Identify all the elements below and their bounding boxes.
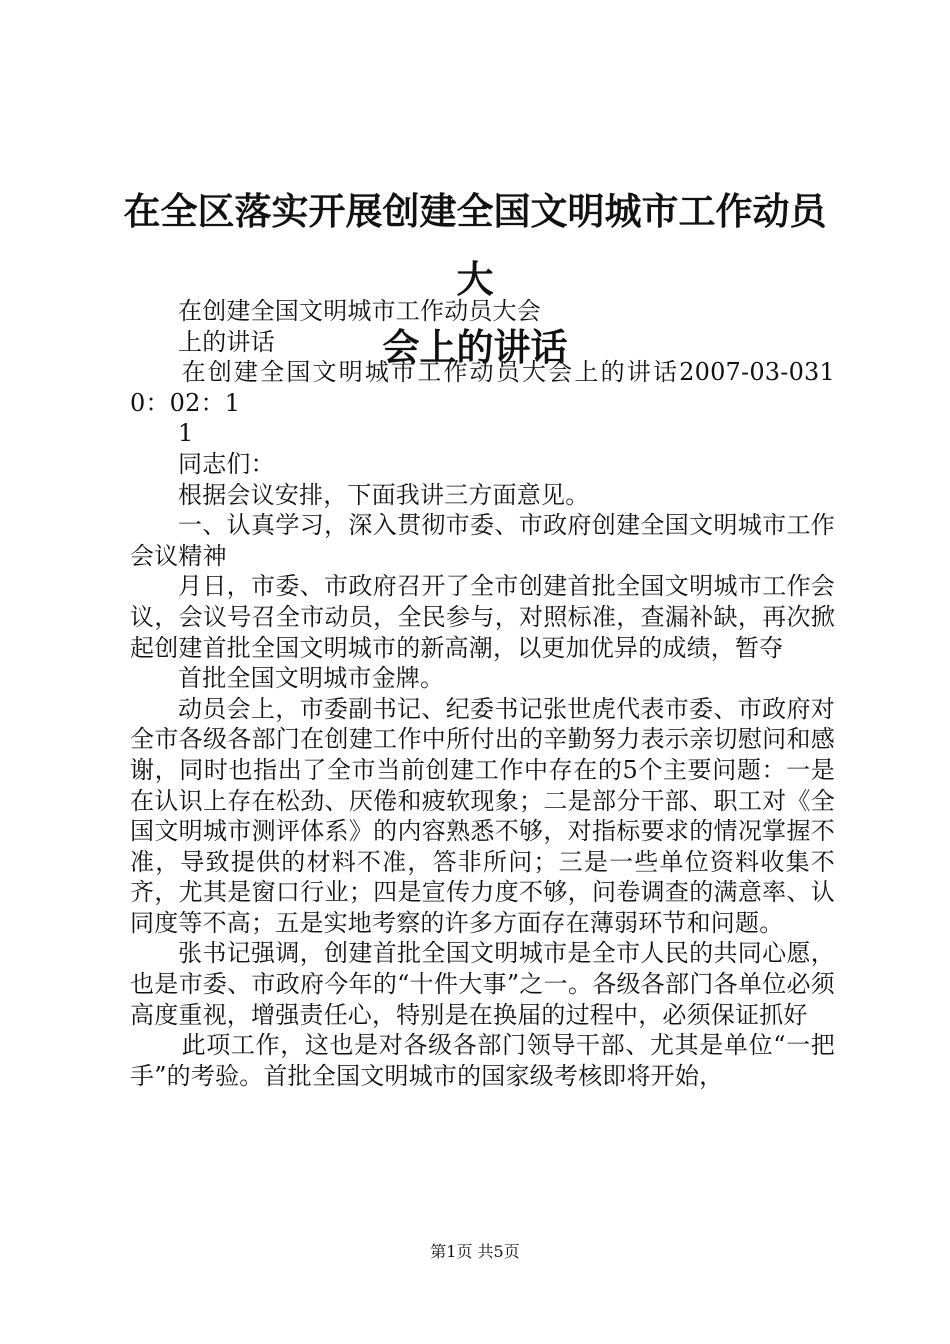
page-footer: 第1页 共5页 <box>430 1242 520 1261</box>
paragraph: 同志们： <box>178 449 275 478</box>
paragraph: 张书记强调，创建首批全国文明城市是全市人民的共同心愿，也是市委、市政府今年的“十件大事”之一。各级各部门各单位必须高度重视，增强责任心，特别是在换届的过程中，必须保证抓好 <box>130 939 835 1029</box>
title-line-1: 在全区落实开展创建全国文明城市工作动员大 <box>123 190 827 301</box>
paragraph: 在创建全国文明城市工作动员大会上的讲话2007-03-0310：02：1 <box>130 358 835 417</box>
paragraph: 动员会上，市委副书记、纪委书记张世虎代表市委、市政府对全市各级各部门在创建工作中所付出的辛勤努力表示亲切慰问和感谢，同时也指出了全市当前创建工作中存在的5个主要问题：一是在认识上存在松劲、厌倦和疲软现象；二是部分干部、职工对《全国文明城市测评体系》的内容熟悉不够，对指标要求的情况掌握不准，导致提供的材料不准，答非所问；三是一些单位资料收集不齐，尤其是窗口行业；四是宣传力度不够，问卷调查的满意率、认同度等不高；五是实地考察的许多方面存在薄弱环节和问题。 <box>130 694 835 937</box>
paragraph: 首批全国文明城市金牌。 <box>178 664 445 693</box>
paragraph: 在创建全国文明城市工作动员大会 <box>178 297 541 325</box>
paragraph: 1 <box>178 419 194 448</box>
document-body <box>130 296 835 1091</box>
section-heading: 一、认真学习，深入贯彻市委、市政府创建全国文明城市工作会议精神 <box>130 511 835 570</box>
paragraph: 月日，市委、市政府召开了全市创建首批全国文明城市工作会议，会议号召全市动员，全民参与，对照标准，查漏补缺，再次掀起创建首批全国文明城市的新高潮，以更加优异的成绩，暂夺 <box>130 572 835 662</box>
paragraph: 根据会议安排，下面我讲三方面意见。 <box>178 480 590 509</box>
title-line-2: 会上的讲话 <box>382 326 568 369</box>
paragraph: 上的讲话 <box>178 327 275 356</box>
paragraph: 此项工作，这也是对各级各部门领导干部、尤其是单位“一把手”的考验。首批全国文明城市的国家级考核即将开始， <box>130 1031 835 1090</box>
